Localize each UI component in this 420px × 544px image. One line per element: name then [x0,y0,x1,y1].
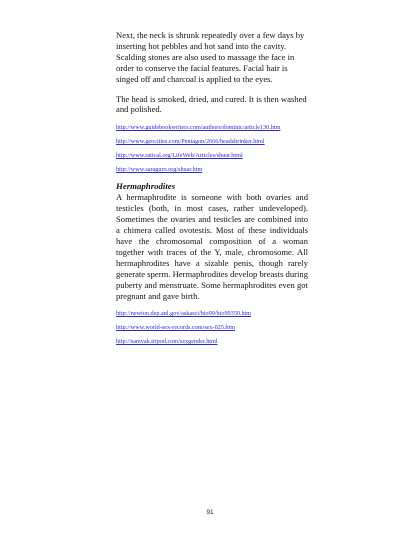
page-content [116,30,308,346]
link-guidebookwriters[interactable]: http://www.guidebookwriters.com/authors/dominic/article130.htm [116,124,281,132]
link-list-headshrinking [116,124,308,174]
section-heading-hermaphrodites: Hermaphrodites [116,181,176,192]
page-number: 91 [206,509,214,516]
paragraph-head-smoked: The head is smoked, dried, and cured. It is then washed and polished. [116,93,307,115]
link-geocities-headshrinker[interactable]: http://www.geocities.com/Pentagon/2666/headshrinker.html [116,138,265,146]
link-world-sex-records[interactable]: http://www.world-sex-records.com/sex-025.htm [116,324,236,332]
link-newton-anl[interactable]: http://newton.dep.anl.gov/askasci/bio99/bio99350.htm [116,310,252,318]
link-saraguro-shuar[interactable]: http://www.saraguro.org/shuar.htm [116,166,203,174]
link-samvak-sexgender[interactable]: http://samvak.tripod.com/sexgender.html [116,338,218,346]
paragraph-neck-shrinking: Next, the neck is shrunk repeatedly over a few days by inserting hot pebbles and hot sand into the cavity. Scalding stones are also used to massage the face in order to conserve the facial features. Facial hair is singed off and charcoal is applied to the eyes. [116,30,305,84]
link-ratical-shuar[interactable]: http://www.ratical.org/LifeWeb/Articles/shuar.html [116,152,243,160]
link-list-hermaphrodites [116,310,308,346]
paragraph-hermaphrodites: A hermaphrodite is someone with both ovaries and testicles (both, in most cases, rather undeveloped). Sometimes the ovaries and testicles are combined into a chimera called ovotestis. Most of these individuals have the chromosomal composition of a woman together with traces of the Y, male, chromosome. All hermaphrodites have a sizable penis, though rarely generate sperm. Hermaphrodites develop breasts during puberty and menstruate. Some hermaphrodites even got pregnant and gave birth. [116,192,308,301]
